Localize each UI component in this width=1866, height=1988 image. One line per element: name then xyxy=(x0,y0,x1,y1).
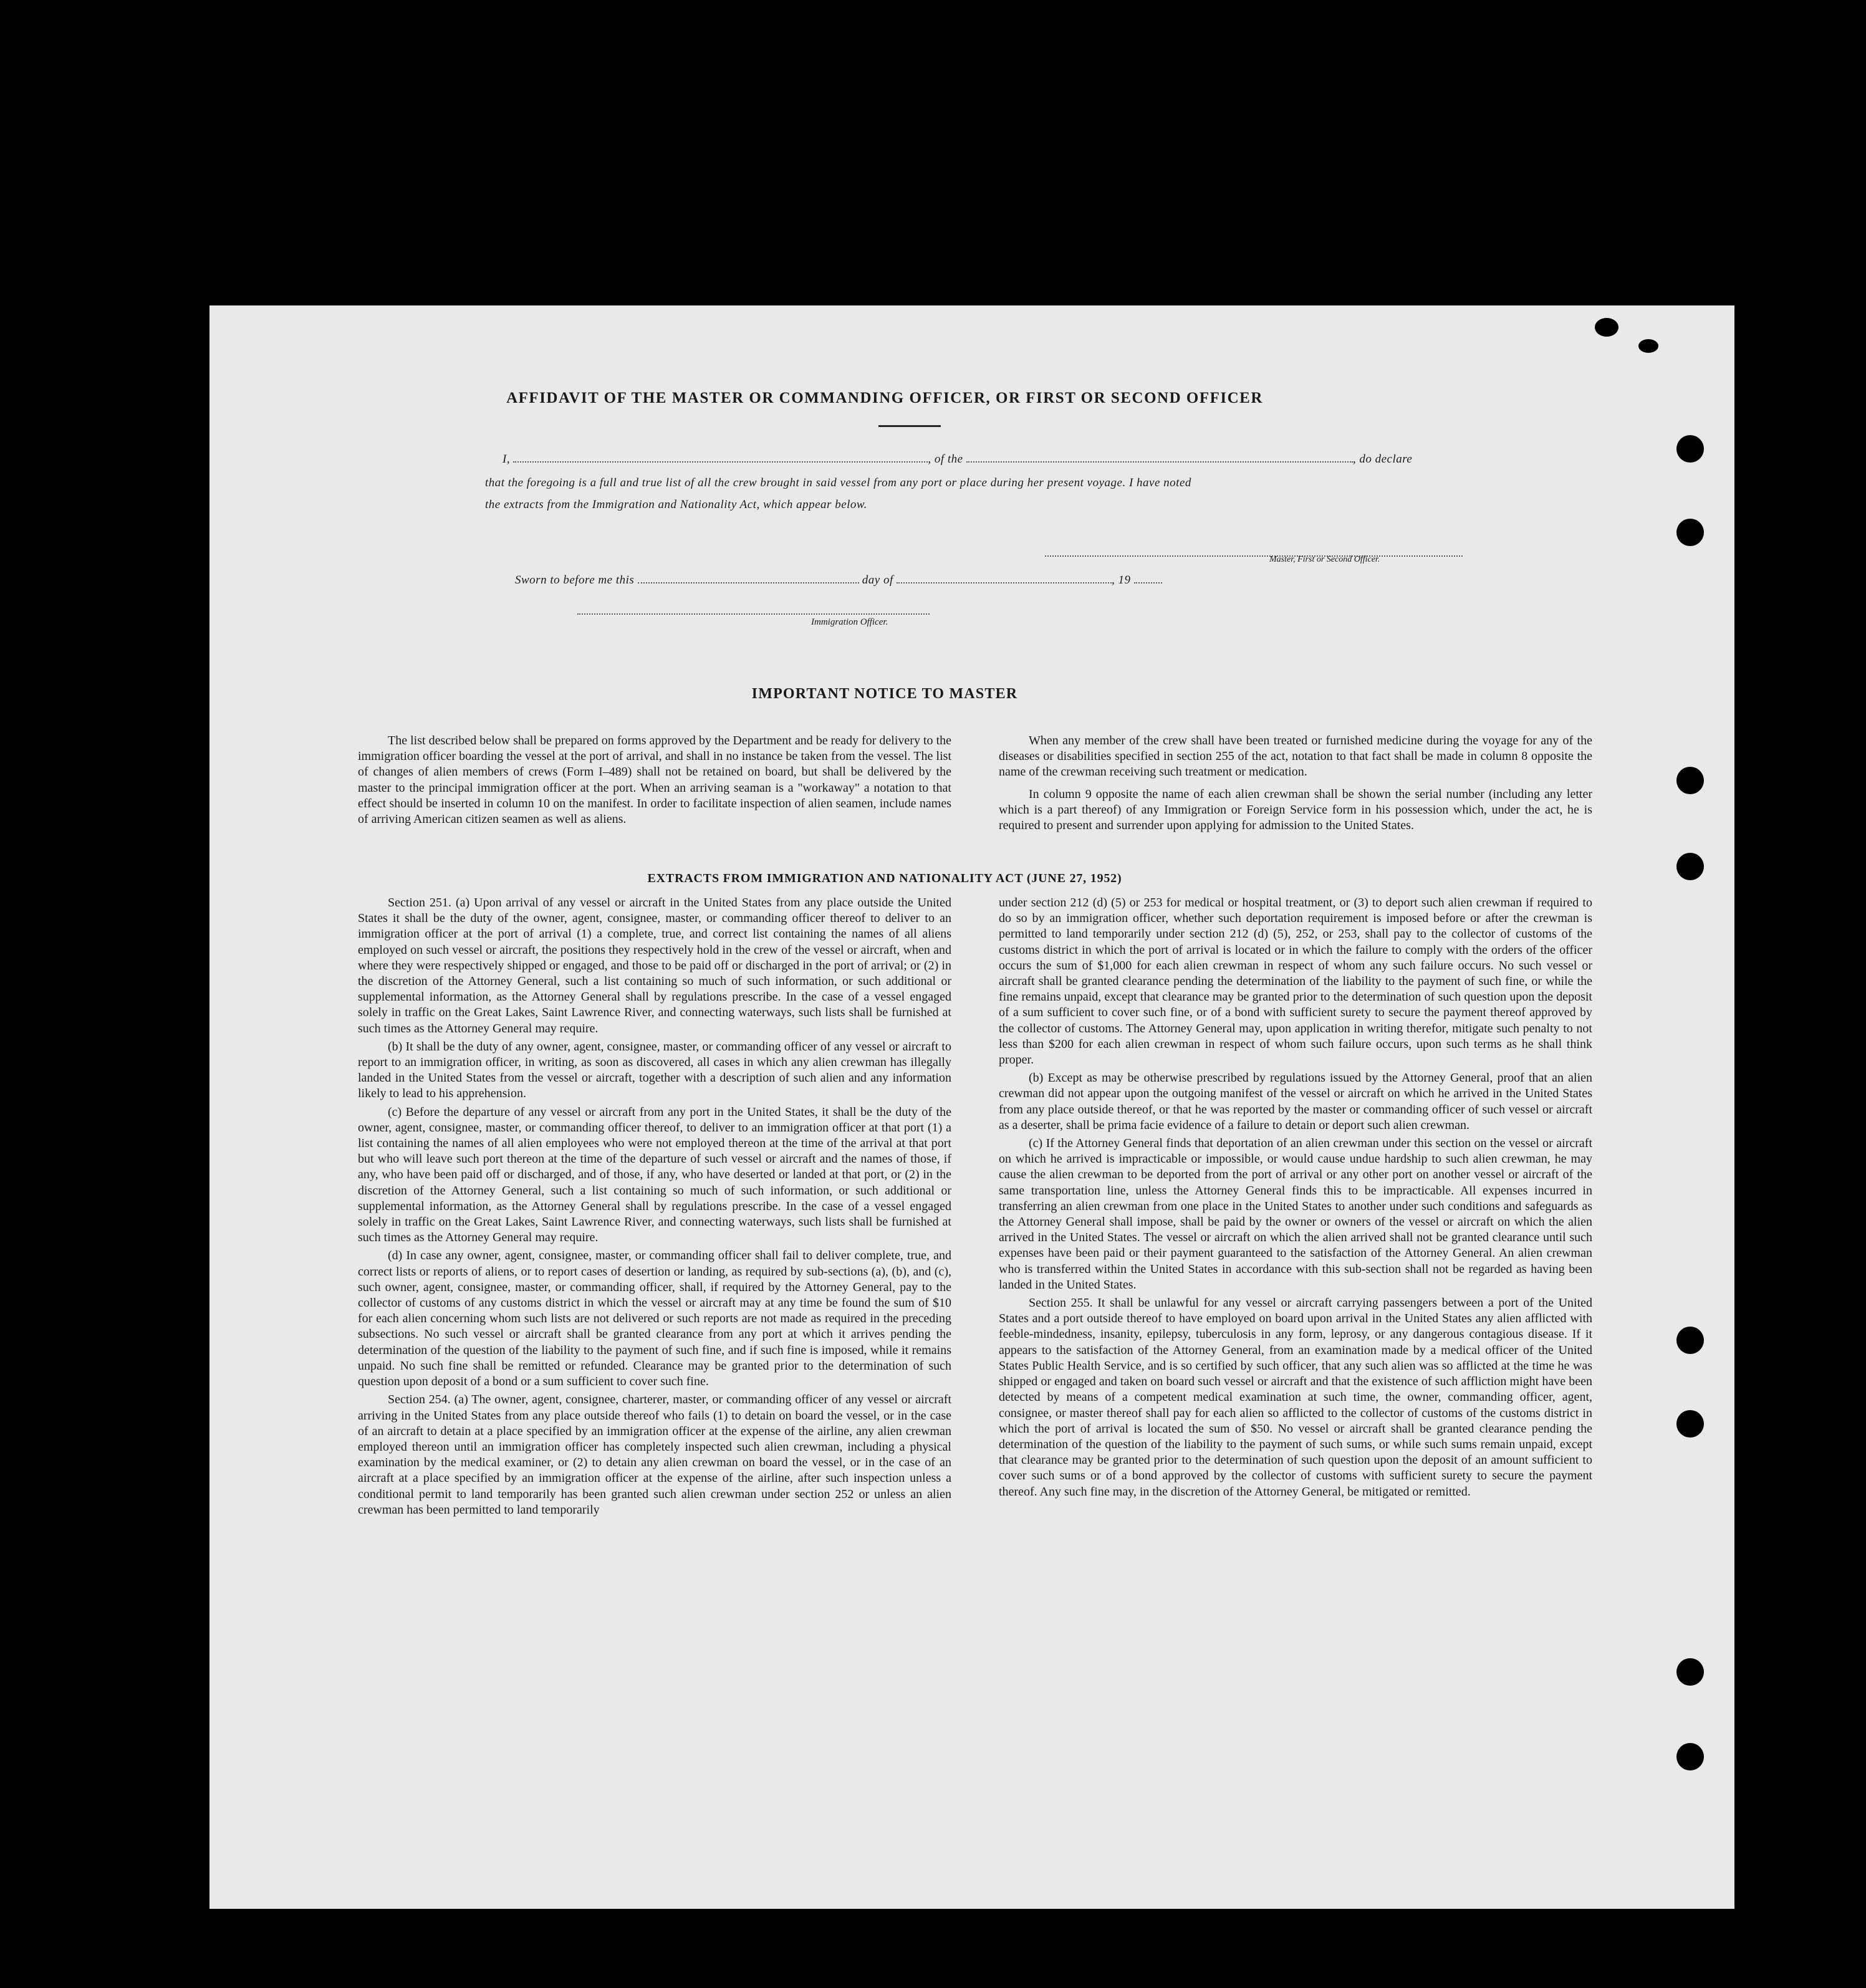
extract-paragraph: under section 212 (d) (5) or 253 for medical or hospital treatment, or (3) to deport such alien crewman if required to do so by an immigration officer, whether such deportation requirement is imposed before or after the crewman is permitted to land temporarily under section 212 (d) (5), 252, or 253, shall pay to the collector of customs of the customs district in which the port of arrival is located or in which the failure to comply with the orders of the officer occurs the sum of $1,000 for each alien crewman in respect of whom any such failure occurs. No such vessel or aircraft shall be granted clearance pending the determination of the liability to the payment of such fine, or while the fine remains unpaid, except that clearance may be granted prior to the determination of such question upon the deposit of a sum sufficient to cover such fine, or of a bond with sufficient surety to secure the payment thereof approved by the collector of customs. The Attorney General may, upon application in writing therefor, mitigate such penalty to not less than $200 for each alien crewman in respect of whom such failure occurs, upon such terms as he shall think proper. xyxy=(999,896,1592,1067)
name-field[interactable] xyxy=(513,460,928,463)
notice-paragraph: In column 9 opposite the name of each alien crewman shall be shown the serial number (including any letter which is a part thereof) of any Immigration or Foreign Service form in his possession which, under the act, he is required to present and surrender upon applying for admission to the United States. xyxy=(999,787,1592,833)
master-signature-line[interactable] xyxy=(1045,549,1463,560)
declaration-i-label: I, xyxy=(503,453,511,466)
do-declare-label: , do declare xyxy=(1352,453,1413,466)
day-of-label: day of xyxy=(862,574,893,587)
document-page xyxy=(209,305,1734,1909)
affidavit-title: AFFIDAVIT OF THE MASTER OR COMMANDING OFFICER, OR FIRST OR SECOND OFFICER xyxy=(506,390,1263,406)
vessel-field[interactable] xyxy=(966,460,1353,463)
extracts-right-column xyxy=(999,895,1592,1500)
punch-hole xyxy=(1676,435,1704,463)
year-label: , 19 xyxy=(1112,574,1131,587)
declaration-text-line: the extracts from the Immigration and Nationality Act, which appear below. xyxy=(485,498,867,511)
master-signature-label: Master, First or Second Officer. xyxy=(1269,555,1380,564)
extract-paragraph: (b) It shall be the duty of any owner, agent, consignee, master, or commanding officer of any vessel or aircraft to report to an immigration officer, in writing, as soon as discovered, all cases in which any alien crewman has illegally landed in the United States from the vessel or aircraft, together with a description of such alien and any information likely to lead to his apprehension. xyxy=(358,1039,951,1101)
title-rule xyxy=(878,425,941,427)
torn-corner-mark xyxy=(1638,339,1658,353)
extracts-left-column xyxy=(358,895,951,1518)
extract-paragraph: (b) Except as may be otherwise prescribed by regulations issued by the Attorney General, proof that an alien crewman did not appear upon the outgoing manifest of the vessel or aircraft on which he arrived in the United States from any place outside thereof, or that he was reported by the master or commanding officer of such vessel or aircraft as a deserter, shall be prima facie evidence of a failure to detain or deport such alien crewman. xyxy=(999,1071,1592,1132)
extract-paragraph: Section 251. (a) Upon arrival of any vessel or aircraft in the United States from any place outside the United States it shall be the duty of the owner, agent, consignee, master, or commanding officer thereof to deliver to an immigration officer at the port of arrival (1) a complete, true, and correct list containing the names of all aliens employed on such vessel or aircraft, the positions they respectively hold in the crew of the vessel or aircraft, when and where they were respectively shipped or engaged, and those to be paid off or discharged in the port of arrival; or (2) in the discretion of the Attorney General, such a list containing so much of such information, or such additional or supplemental information, as the Attorney General shall by regulations prescribe. In the case of a vessel engaged solely in traffic on the Great Lakes, Saint Lawrence River, and connecting waterways, such lists shall be furnished at such times as the Attorney General may require. xyxy=(358,896,951,1035)
extract-paragraph: Section 254. (a) The owner, agent, consignee, charterer, master, or commanding officer of any vessel or aircraft arriving in the United States from any place outside thereof who fails (1) to detain on board the vessel, or in the case of an aircraft to detain at a place specified by an immigration officer at the expense of the airline, any alien crewman employed thereon until an immigration officer has completely inspected such alien crewman, including a physical examination by the medical examiner, or (2) to detain any alien crewman on board the vessel, or in the case of an aircraft at a place specified by an immigration officer at the expense of the airline, after such inspection unless a conditional permit to land temporarily has been granted such alien crewman under section 252 or unless an alien crewman has been permitted to land temporarily xyxy=(358,1393,951,1517)
punch-hole xyxy=(1676,1743,1704,1770)
officer-signature-label: Immigration Officer. xyxy=(811,617,888,627)
extracts-title: EXTRACTS FROM IMMIGRATION AND NATIONALITY ACT (JUNE 27, 1952) xyxy=(647,872,1122,885)
declaration-text-line: that the foregoing is a full and true list of all the crew brought in said vessel from any port or place during her present voyage. I have noted xyxy=(485,476,1191,489)
declaration-line xyxy=(503,453,1412,466)
punch-hole xyxy=(1676,1410,1704,1438)
extract-paragraph: (d) In case any owner, agent, consignee, master, or commanding officer shall fail to deliver complete, true, and correct lists or reports of aliens, or to report cases of desertion or landing, as required by sub-sections (a), (b), and (c), such owner, agent, consignee, master, or commanding officer, shall, if required by the Attorney General, pay to the collector of customs of any customs district in which the vessel or aircraft may at any time be found the sum of $10 for each alien concerning whom such lists are not delivered or such reports are not made as required in the preceding subsections. No such vessel or aircraft shall be granted clearance from any port at which it arrives pending the determination of the question of the liability to the payment of such fine, and if such fine is imposed, while it remains unpaid. No such fine shall be remitted or refunded. Clearance may be granted prior to the determination of such question upon deposit of a bond or a sum sufficient to cover such fine. xyxy=(358,1249,951,1389)
notice-right-column xyxy=(999,733,1592,833)
torn-corner-mark xyxy=(1595,318,1618,337)
sworn-line xyxy=(515,574,1162,587)
of-the-label: , of the xyxy=(928,453,963,466)
notice-paragraph: The list described below shall be prepared on forms approved by the Department and be ready for delivery to the immigration officer boarding the vessel at the port of arrival, and shall in no instance be taken from the vessel. The list of changes of alien members of crews (Form I–489) shall not be retained on board, but shall be delivered by the master to the principal immigration officer at the port. When an arriving seaman is a "workaway" a notation to that effect should be inserted in column 10 on the manifest. In order to facilitate inspection of alien seamen, include names of arriving American citizen seamen as well as aliens. xyxy=(358,734,951,827)
officer-signature-line[interactable] xyxy=(577,607,930,618)
sworn-month-field[interactable] xyxy=(897,581,1112,583)
notice-paragraph: When any member of the crew shall have been treated or furnished medicine during the voyage for any of the diseases or disabilities specified in section 255 of the act, notation to that fact shall be made in column 8 opposite the name of the crewman receiving such treatment or medication. xyxy=(999,734,1592,779)
extract-paragraph: (c) Before the departure of any vessel or aircraft from any port in the United States, it shall be the duty of the owner, agent, consignee, master, or commanding officer thereof, to deliver to an immigration officer at that port (1) a list containing the names of all alien employees who were not employed thereon at the time of the arrival at that port but who will leave such port thereon at the time of the departure of such vessel or aircraft and the names of those, if any, who have been paid off or discharged, and of those, if any, who have deserted or landed at that port, or (2) in the discretion of the Attorney General, such a list containing so much of such information, or such additional or supplemental information, as the Attorney General shall by regulations prescribe. In the case of a vessel engaged solely in traffic on the Great Lakes, Saint Lawrence River, and connecting waterways, such lists shall be furnished at such times as the Attorney General may require. xyxy=(358,1105,951,1245)
punch-hole xyxy=(1676,767,1704,794)
sworn-year-field[interactable] xyxy=(1134,581,1162,583)
punch-hole xyxy=(1676,853,1704,880)
notice-left-column xyxy=(358,733,951,827)
punch-hole xyxy=(1676,1658,1704,1686)
sworn-label: Sworn to before me this xyxy=(515,574,635,587)
notice-title: IMPORTANT NOTICE TO MASTER xyxy=(751,686,1018,702)
sworn-day-field[interactable] xyxy=(638,581,859,583)
punch-hole xyxy=(1676,519,1704,546)
extract-paragraph: Section 255. It shall be unlawful for any vessel or aircraft carrying passengers between a port of the United States and a port outside thereof to have employed on board upon arrival in the United States any alien afflicted with feeble-mindedness, insanity, epilepsy, tuberculosis in any form, leprosy, or any dangerous contagious disease. If it appears to the satisfaction of the Attorney General, from an examination made by a medical officer of the United States Public Health Service, and is so certified by such officer, that any such alien was so afflicted at the time he was shipped or engaged and taken on board such vessel or aircraft and that the existence of such affliction might have been detected by means of a competent medical examination at such time, the owner, commanding officer, agent, consignee, or master thereof shall pay for each alien so afflicted to the collector of customs of the customs district in which the port of arrival is located the sum of $50. No vessel or aircraft shall be granted clearance pending the determination of the question of the liability to the payment of such sums, or while such sums remain unpaid, except that clearance may be granted prior to the determination of such question upon the deposit of an amount sufficient to cover such sums or of a bond approved by the collector of customs with sufficient surety to secure the payment thereof. Any such fine may, in the discretion of the Attorney General, be mitigated or remitted. xyxy=(999,1296,1592,1499)
punch-hole xyxy=(1676,1327,1704,1354)
extract-paragraph: (c) If the Attorney General finds that deportation of an alien crewman under this section on the vessel or aircraft on which he arrived is impracticable or impossible, or would cause undue hardship to such alien crewman, he may cause the alien crewman to be deported from the port of arrival or any other port on another vessel or aircraft of the same transportation line, unless the Attorney General finds this to be impracticable. All expenses incurred in transferring an alien crewman from one place in the United States to another under such conditions and safeguards as the Attorney General shall impose, shall be paid by the owner or owners of the vessel or aircraft on which the alien arrived in the United States. The vessel or aircraft on which the alien arrived shall not be granted clearance until such expenses have been paid or their payment guaranteed to the satisfaction of the Attorney General. An alien crewman who is transferred within the United States in accordance with this sub-section shall not be regarded as having been landed in the United States. xyxy=(999,1136,1592,1292)
